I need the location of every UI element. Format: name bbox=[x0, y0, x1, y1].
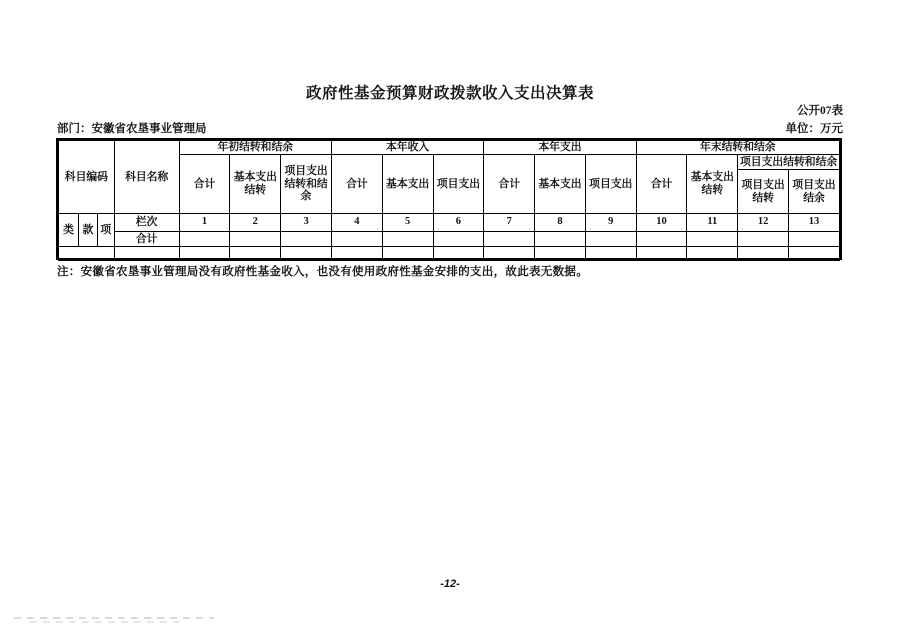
lanci-cell: 1 bbox=[179, 214, 230, 232]
code-part-category: 类 bbox=[59, 214, 79, 247]
scan-artifact bbox=[30, 621, 180, 623]
header-col-3: 项目支出结转和结余 bbox=[281, 155, 332, 214]
empty-cell bbox=[331, 247, 382, 261]
lanci-cell: 2 bbox=[230, 214, 281, 232]
footnote: 注：安徽省农垦事业管理局没有政府性基金收入，也没有使用政府性基金安排的支出，故此表无数据。 bbox=[57, 266, 588, 278]
code-part-item: 项 bbox=[97, 214, 114, 247]
heji-cell bbox=[433, 232, 484, 247]
empty-cell bbox=[585, 247, 636, 261]
page-title: 政府性基金预算财政拨款收入支出决算表 bbox=[305, 85, 594, 102]
heji-cell bbox=[585, 232, 636, 247]
page-number: -12- bbox=[440, 578, 460, 590]
header-subgroup-project-balance: 项目支出结转和结余 bbox=[738, 155, 840, 170]
header-col-13: 项目支出结余 bbox=[789, 170, 840, 214]
header-col-7: 合计 bbox=[484, 155, 535, 214]
lanci-cell: 5 bbox=[382, 214, 433, 232]
header-col-9: 项目支出 bbox=[585, 155, 636, 214]
lanci-cell: 8 bbox=[535, 214, 586, 232]
unit-label: 单位：万元 bbox=[785, 123, 843, 135]
heji-cell bbox=[535, 232, 586, 247]
empty-cell bbox=[433, 247, 484, 261]
lanci-cell: 13 bbox=[789, 214, 840, 232]
header-col-6: 项目支出 bbox=[433, 155, 484, 214]
header-subject-code: 科目编码 bbox=[59, 141, 115, 214]
heji-cell bbox=[281, 232, 332, 247]
empty-name-cell bbox=[114, 247, 179, 261]
heji-cell bbox=[789, 232, 840, 247]
lanci-row-label: 栏次 bbox=[114, 214, 179, 232]
lanci-cell: 4 bbox=[331, 214, 382, 232]
lanci-cell: 10 bbox=[636, 214, 687, 232]
empty-cell bbox=[738, 247, 789, 261]
heji-cell bbox=[230, 232, 281, 247]
budget-table-wrapper bbox=[56, 138, 842, 260]
lanci-cell: 11 bbox=[687, 214, 738, 232]
empty-cell bbox=[382, 247, 433, 261]
header-group-year-income: 本年收入 bbox=[331, 141, 483, 155]
empty-cell bbox=[179, 247, 230, 261]
budget-table bbox=[58, 140, 840, 261]
header-col-4: 合计 bbox=[331, 155, 382, 214]
heji-cell bbox=[738, 232, 789, 247]
empty-cell bbox=[484, 247, 535, 261]
header-subject-name: 科目名称 bbox=[114, 141, 179, 214]
header-col-8: 基本支出 bbox=[535, 155, 586, 214]
header-group-year-expense: 本年支出 bbox=[484, 141, 636, 155]
header-col-1: 合计 bbox=[179, 155, 230, 214]
heji-cell bbox=[636, 232, 687, 247]
heji-cell bbox=[179, 232, 230, 247]
heji-cell bbox=[331, 232, 382, 247]
header-col-2: 基本支出结转 bbox=[230, 155, 281, 214]
empty-cell bbox=[789, 247, 840, 261]
heji-cell bbox=[382, 232, 433, 247]
empty-cell bbox=[687, 247, 738, 261]
code-part-section: 款 bbox=[78, 214, 97, 247]
heji-row-label: 合计 bbox=[114, 232, 179, 247]
header-col-5: 基本支出 bbox=[382, 155, 433, 214]
header-col-12: 项目支出结转 bbox=[738, 170, 789, 214]
lanci-cell: 9 bbox=[585, 214, 636, 232]
header-group-begin-balance: 年初结转和结余 bbox=[179, 141, 331, 155]
empty-cell bbox=[535, 247, 586, 261]
empty-code-cell bbox=[59, 247, 115, 261]
scan-artifact bbox=[14, 617, 214, 619]
department-label: 部门：安徽省农垦事业管理局 bbox=[57, 123, 207, 135]
header-group-end-balance: 年末结转和结余 bbox=[636, 141, 839, 155]
lanci-cell: 6 bbox=[433, 214, 484, 232]
meta-row bbox=[57, 120, 843, 136]
lanci-cell: 3 bbox=[281, 214, 332, 232]
empty-cell bbox=[636, 247, 687, 261]
heji-cell bbox=[687, 232, 738, 247]
empty-cell bbox=[281, 247, 332, 261]
header-col-10: 合计 bbox=[636, 155, 687, 214]
lanci-cell: 12 bbox=[738, 214, 789, 232]
empty-cell bbox=[230, 247, 281, 261]
header-col-11: 基本支出结转 bbox=[687, 155, 738, 214]
lanci-cell: 7 bbox=[484, 214, 535, 232]
heji-cell bbox=[484, 232, 535, 247]
table-code-label: 公开07表 bbox=[797, 105, 843, 117]
